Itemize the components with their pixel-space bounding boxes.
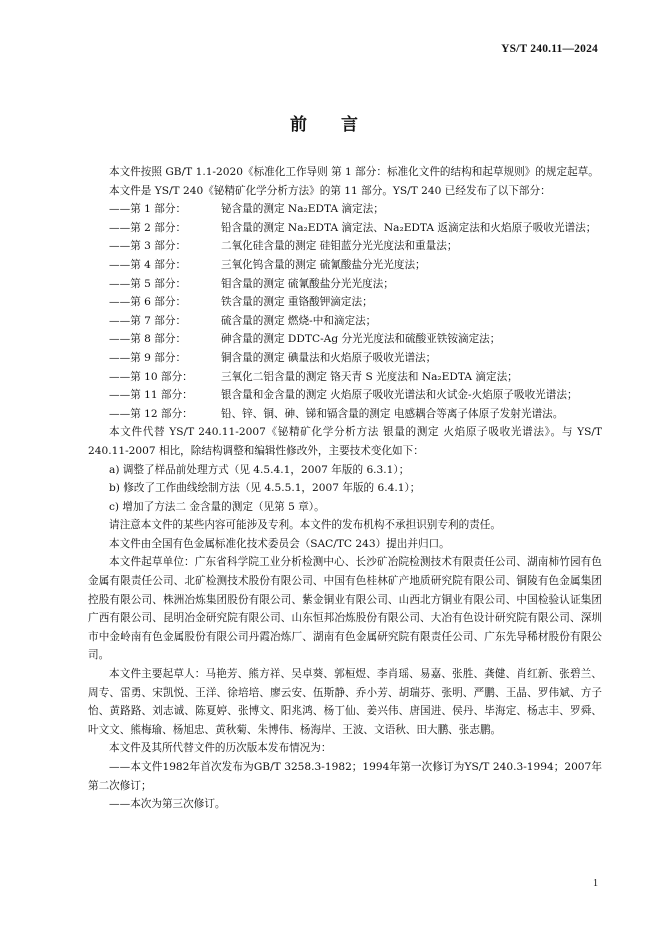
list-item [88,312,602,331]
foreword-body [88,163,602,814]
part-label: ——第 2 部分： [109,221,187,234]
intro-paragraph: 本文件按照 GB/T 1.1-2020《标准化工作导则 第 1 部分：标准化文件的结构和起草规则》的规定起草。 [109,166,599,178]
part-label: ——第 4 部分： [109,258,187,271]
part-label: ——第 6 部分： [109,296,187,309]
part-title: 二氧化硅含量的测定 硅钼蓝分光光度法和重量法； [221,240,458,253]
parts-intro: 本文件是 YS/T 240《铋精矿化学分析方法》的第 11 部分。YS/T 240 已经发布了以下部分： [109,184,551,197]
part-label: ——第 12 部分： [109,407,193,420]
part-title: 铋含量的测定 Na₂EDTA 滴定法； [221,203,384,216]
page-title: 前 言 [290,115,372,135]
part-title: 铜含量的测定 碘量法和火焰原子吸收光谱法； [221,351,437,364]
part-label: ——第 11 部分： [109,389,193,402]
part-label: ——第 5 部分： [109,277,187,290]
proposer-statement: 本文件由全国有色金属标准化技术委员会（SAC/TC 243）提出并归口。 [109,537,450,550]
list-item [88,219,602,238]
part-label: ——第 3 部分： [109,240,187,253]
list-item [88,256,602,275]
drafting-units: 本文件起草单位：广东省科学院工业分析检测中心、长沙矿冶院检测技术有限责任公司、湖南柿竹园有色金属有限责任公司、北矿检测技术股份有限公司、中国有色桂林矿产地质研究院有限公司、铜陵有色金属集团控股有限公司、株洲冶炼集团股份有限公司、紫金铜业有限公司、山西北方铜业有限公司、中国检验认证集团广西有限公司、昆明冶金研究院有限公司、山东恒邦冶炼股份有限公司、大冶有色设计研究院有限公司、深圳市中金岭南有色金属股份有限公司丹霞冶炼厂、湖南有色金属研究院有限责任公司、广东先导稀材股份有限公司。 [88,556,602,662]
list-item [88,237,602,256]
history-item: ——本次为第三次修订。 [109,798,226,811]
part-title: 银含量和金含量的测定 火焰原子吸收光谱法和火试金-火焰原子吸收光谱法； [221,389,578,402]
part-label: ——第 1 部分： [109,203,187,216]
part-label: ——第 9 部分： [109,351,187,364]
change-item: b) 修改了工作曲线绘制方法（见 4.5.5.1，2007 年版的 6.4.1）； [109,482,421,495]
part-title: 钼含量的测定 硫氰酸盐分光光度法； [221,277,394,290]
list-item [88,293,602,312]
list-item [88,368,602,387]
part-title: 三氧化钨含量的测定 硫氰酸盐分光光度法； [221,258,426,271]
part-label: ——第 10 部分： [109,370,193,383]
list-item [88,330,602,349]
part-title: 铁含量的测定 重铬酸钾滴定法； [221,296,373,309]
list-item [88,386,602,405]
history-intro: 本文件及其所代替文件的历次版本发布情况为： [109,742,332,755]
change-item: c) 增加了方法二 金含量的测定（见第 5 章）。 [109,500,325,513]
patent-notice: 请注意本文件的某些内容可能涉及专利。本文件的发布机构不承担识别专利的责任。 [109,519,501,532]
history-item: ——本文件1982年首次发布为GB/T 3258.3-1982；1994年第一次修订为YS/T 240.3-1994；2007年第二次修订； [88,761,602,792]
part-title: 铅含量的测定 Na₂EDTA 滴定法、Na₂EDTA 返滴定法和火焰原子吸收光谱法； [221,221,597,234]
part-title: 硫含量的测定 燃烧-中和滴定法； [221,314,377,327]
main-drafters: 本文件主要起草人：马艳芳、熊方祥、吴卓葵、郭桓煜、李肖瑶、易嘉、张胜、龚健、肖红新、张碧兰、周专、雷勇、宋凯悦、王洋、徐培培、廖云安、伍斯静、乔小芳、胡瑞芬、张明、严鹏、王晶、罗伟斌、方子怡、黄路路、刘志诚、陈夏婷、张博文、阳兆鸿、杨丁仙、姜兴伟、唐国进、侯丹、毕海定、杨志丰、罗舜、叶文文、熊梅瑜、杨旭忠、黄秋菊、朱博伟、杨海岸、王波、文语秋、田大鹏、张志鹏。 [88,668,602,736]
standard-code: YS/T 240.11—2024 [501,43,598,55]
list-item [88,200,602,219]
part-title: 三氧化二铝含量的测定 铬天青 S 光度法和 Na₂EDTA 滴定法； [221,370,518,383]
list-item [88,275,602,294]
change-item: a) 调整了样品前处理方式（见 4.5.4.1，2007 年版的 6.3.1）； [109,463,410,476]
replacement-paragraph: 本文件代替 YS/T 240.11-2007《铋精矿化学分析方法 银量的测定 火焰原子吸收光谱法》。与 YS/T 240.11-2007 相比，除结构调整和编辑性修改外，主要技术变化如下： [88,426,602,457]
part-label: ——第 7 部分： [109,314,187,327]
list-item [88,405,602,424]
page-number: 1 [593,878,598,889]
list-item [88,349,602,368]
parts-list [88,200,602,423]
part-label: ——第 8 部分： [109,333,187,346]
part-title: 铅、锌、铜、砷、锑和镉含量的测定 电感耦合等离子体原子发射光谱法。 [221,407,564,420]
part-title: 砷含量的测定 DDTC-Ag 分光光度法和硫酸亚铁铵滴定法； [221,333,501,346]
